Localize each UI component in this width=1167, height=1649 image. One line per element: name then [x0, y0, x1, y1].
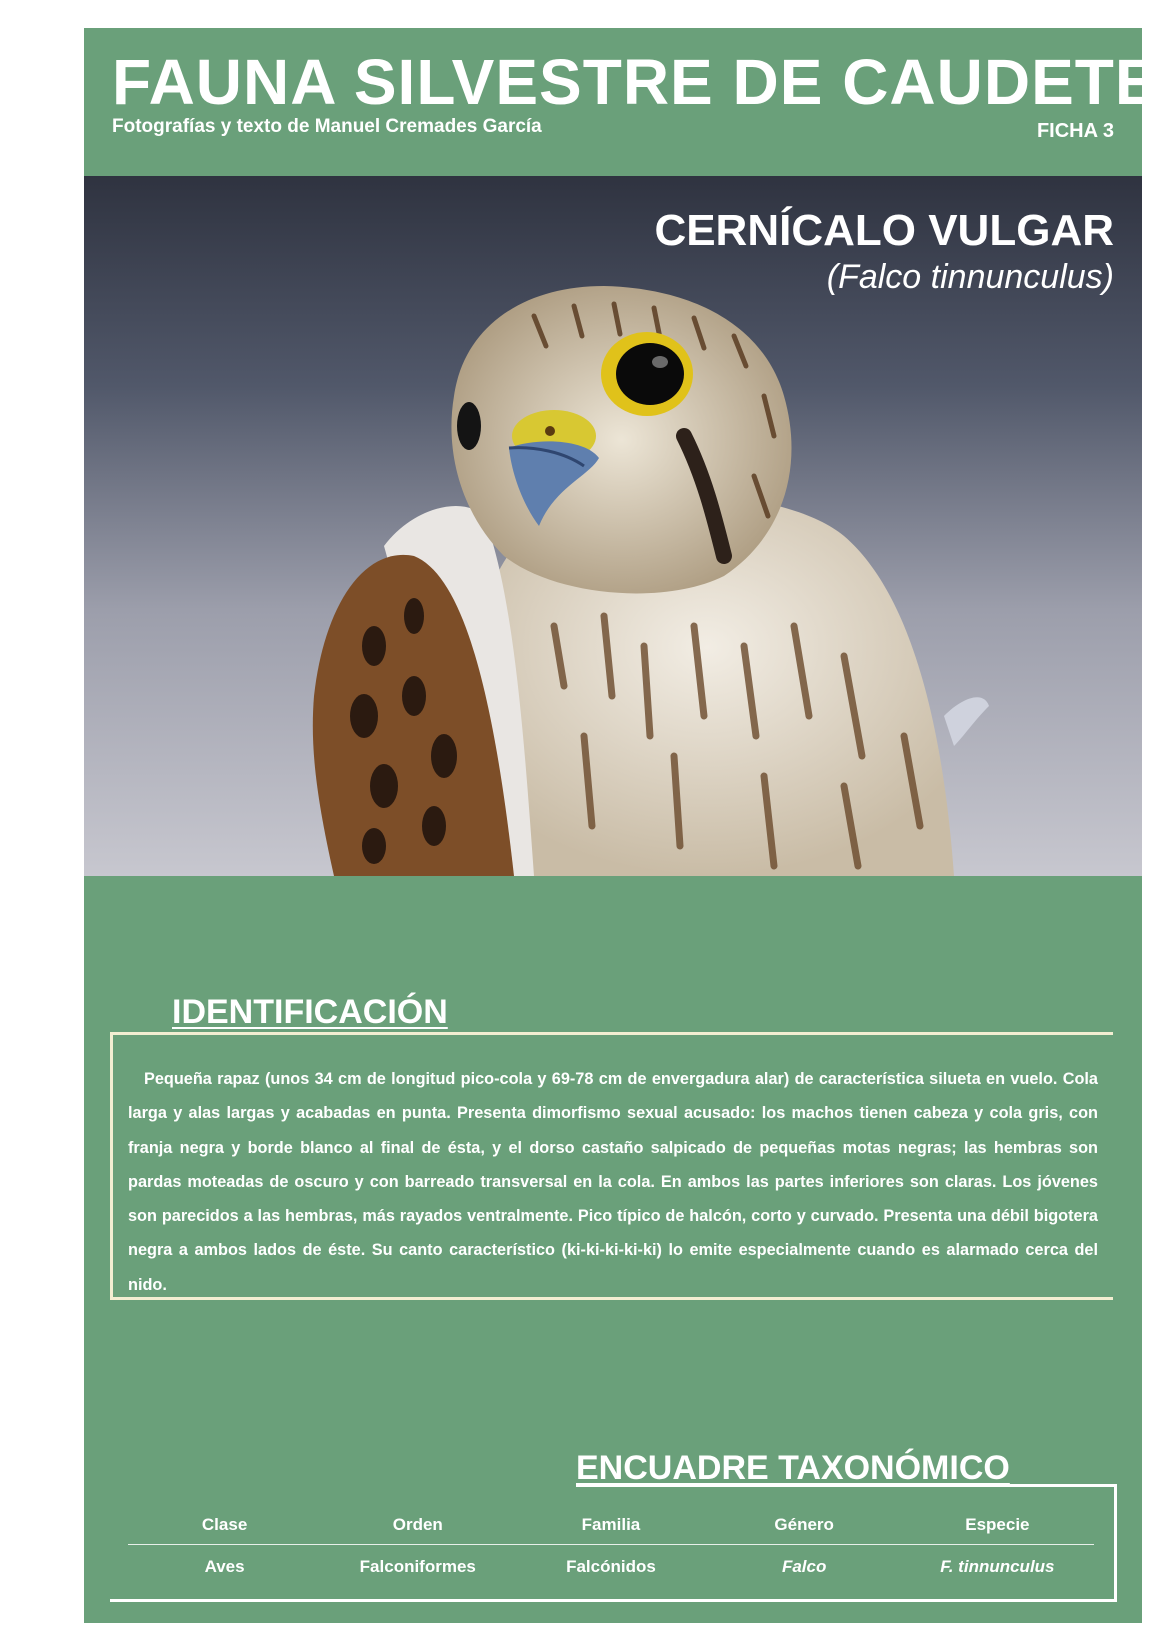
sheet-number: FICHA 3	[1036, 120, 1114, 142]
page-title: FAUNA SILVESTRE DE CAUDETE	[112, 46, 1159, 118]
taxonomy-value-cell: F. tinnunculus	[940, 1557, 1055, 1576]
taxonomy-heading: ENCUADRE TAXONÓMICO	[576, 1449, 1010, 1487]
taxonomy-header-cell: Familia	[514, 1506, 707, 1545]
taxonomy-header-cell: Clase	[128, 1506, 321, 1545]
identification-heading: IDENTIFICACIÓN	[172, 993, 448, 1031]
author-credit: Fotografías y texto de Manuel Cremades García	[112, 116, 542, 137]
taxonomy-value-row	[128, 1545, 1094, 1590]
taxonomy-value-cell: Falco	[781, 1557, 827, 1576]
kestrel-photo	[84, 176, 1142, 876]
taxonomy-table	[128, 1506, 1094, 1589]
taxonomy-header-cell: Especie	[901, 1506, 1094, 1545]
taxonomy-header-cell: Orden	[321, 1506, 514, 1545]
taxonomy-header-row	[128, 1506, 1094, 1545]
taxonomy-value-cell: Falcónidos	[566, 1557, 656, 1576]
taxonomy-header-cell: Género	[708, 1506, 901, 1545]
species-common-name: CERNÍCALO VULGAR	[654, 206, 1114, 255]
taxonomy-value-cell: Falconiformes	[359, 1557, 476, 1576]
taxonomy-value-cell: Aves	[204, 1557, 245, 1576]
identification-text: Pequeña rapaz (unos 34 cm de longitud pico-cola y 69-78 cm de envergadura alar) de característica silueta en vuelo. Cola larga y alas largas y acabadas en punta. Presenta dimorfismo sexual acusado: los machos tienen cabeza y cola gris, con franja negra y borde blanco al final de ésta, y el dorso castaño salpicado de pequeñas motas negras; las hembras son pardas moteadas de oscuro y con barreado transversal en la cola. En ambos las partes inferiores son claras. Los jóvenes son parecidos a las hembras, más rayados ventralmente. Pico típico de halcón, corto y curvado. Presenta una débil bigotera negra a ambos lados de éste. Su canto característico (ki-ki-ki-ki-ki) lo emite especialmente cuando es alarmado cerca del nido.	[128, 1070, 1098, 1294]
fact-sheet	[84, 28, 1159, 1623]
species-scientific-name: (Falco tinnunculus)	[826, 258, 1114, 296]
